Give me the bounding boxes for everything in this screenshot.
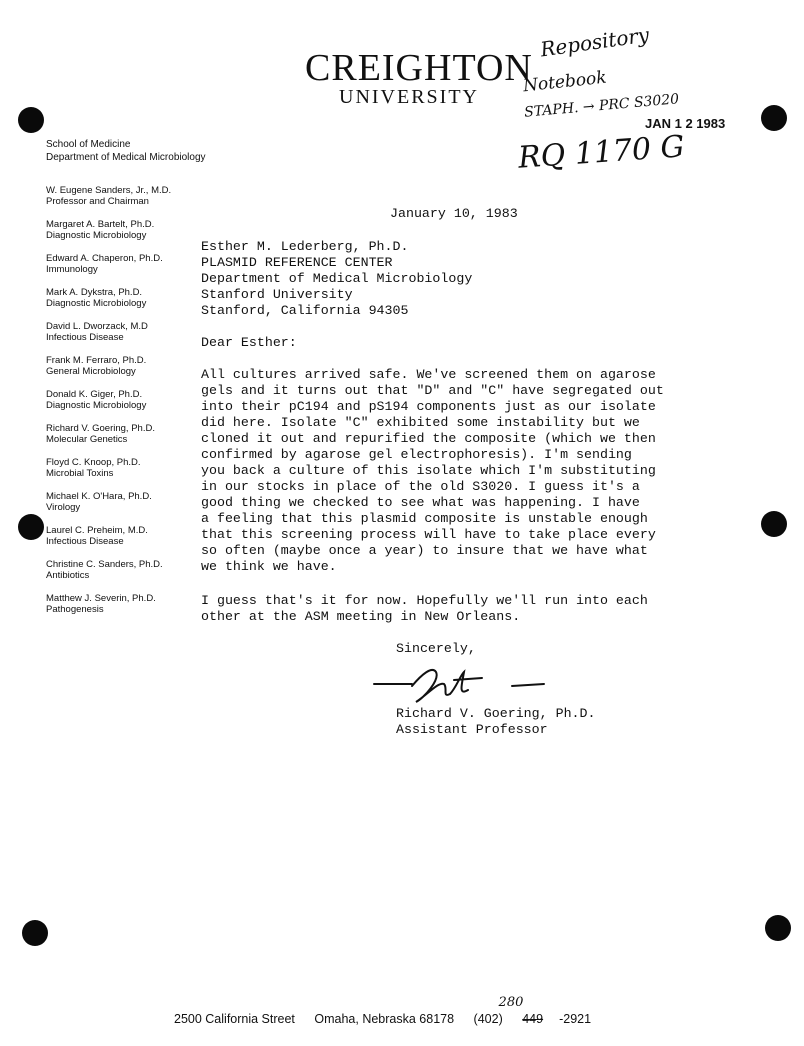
faculty-name: Matthew J. Severin, Ph.D. xyxy=(46,593,156,604)
text-line: a feeling that this plasmid composite is unstable enough xyxy=(201,511,648,526)
handwritten-signature xyxy=(372,664,552,706)
faculty-title: Diagnostic Microbiology xyxy=(46,230,147,241)
address-line: Esther M. Lederberg, Ph.D. xyxy=(201,239,409,254)
faculty-title: Antibiotics xyxy=(46,570,90,581)
text-line: did here. Isolate "C" exhibited some instability but we xyxy=(201,415,640,430)
faculty-name: Floyd C. Knoop, Ph.D. xyxy=(46,457,141,468)
received-date-stamp: JAN 1 2 1983 xyxy=(645,116,726,131)
footer-phone xyxy=(473,995,608,1026)
logo-sub-text: UNIVERSITY xyxy=(339,86,479,108)
faculty-name: Richard V. Goering, Ph.D. xyxy=(46,423,155,434)
text-line: confirmed by agarose gel electrophoresis). I'm sending xyxy=(201,447,632,462)
faculty-name: W. Eugene Sanders, Jr., M.D. xyxy=(46,185,172,196)
handwritten-repository-note: Repository xyxy=(538,22,651,62)
faculty-entry xyxy=(46,185,226,207)
faculty-list xyxy=(46,185,226,627)
address-line: Department of Medical Microbiology xyxy=(201,271,473,286)
footer-street: 2500 California Street xyxy=(174,1012,295,1026)
faculty-entry xyxy=(46,491,226,513)
faculty-title: Diagnostic Microbiology xyxy=(46,400,147,411)
letter-date: January 10, 1983 xyxy=(390,206,518,221)
logo-main-text: CREIGHTON xyxy=(305,47,533,89)
address-line: Stanford, California 94305 xyxy=(201,303,409,318)
faculty-name: David L. Dworzack, M.D xyxy=(46,321,148,332)
text-line: we think we have. xyxy=(201,559,337,574)
address-line: Stanford University xyxy=(201,287,353,302)
handwritten-new-exchange: 280 xyxy=(498,995,524,1010)
handwritten-notebook-note: Notebook xyxy=(522,67,608,97)
school-name: School of Medicine xyxy=(46,139,131,150)
address-line: PLASMID REFERENCE CENTER xyxy=(201,255,393,270)
letterhead-footer xyxy=(174,995,607,1026)
handwritten-staph-note: STAPH. → PRC S3020 xyxy=(523,91,680,121)
binder-hole xyxy=(18,514,44,540)
footer-area-code: (402) xyxy=(473,1012,503,1026)
signature-block xyxy=(396,706,804,738)
department-name: Department of Medical Microbiology xyxy=(46,152,206,163)
binder-hole xyxy=(765,915,791,941)
recipient-address xyxy=(201,239,681,319)
faculty-entry xyxy=(46,219,226,241)
faculty-entry xyxy=(46,525,226,547)
faculty-title: General Microbiology xyxy=(46,366,136,377)
faculty-entry xyxy=(46,559,226,581)
text-line: into their pC194 and pS194 components just as our isolate xyxy=(201,399,656,414)
faculty-entry xyxy=(46,423,226,445)
faculty-title: Pathogenesis xyxy=(46,604,104,615)
binder-hole xyxy=(22,920,48,946)
text-line: All cultures arrived safe. We've screened them on agarose xyxy=(201,367,656,382)
faculty-name: Donald K. Giger, Ph.D. xyxy=(46,389,143,400)
body-paragraph-1 xyxy=(201,367,681,575)
footer-line-number: -2921 xyxy=(559,1012,592,1026)
faculty-title: Virology xyxy=(46,502,81,513)
text-line: cloned it out and repurified the composite (which we then xyxy=(201,431,656,446)
binder-hole xyxy=(18,107,44,133)
text-line: you back a culture of this isolate which I'm substituting xyxy=(201,463,656,478)
faculty-entry xyxy=(46,457,226,479)
faculty-name: Frank M. Ferraro, Ph.D. xyxy=(46,355,147,366)
faculty-name: Mark A. Dykstra, Ph.D. xyxy=(46,287,143,298)
text-line: in our stocks in place of the old S3020. I guess it's a xyxy=(201,479,640,494)
faculty-entry xyxy=(46,253,226,275)
faculty-name: Laurel C. Preheim, M.D. xyxy=(46,525,148,536)
footer-old-exchange: 449 xyxy=(522,1012,544,1026)
text-line: good thing we checked to see what was happening. I have xyxy=(201,495,640,510)
signer-title: Assistant Professor xyxy=(396,722,548,737)
faculty-entry xyxy=(46,287,226,309)
text-line: other at the ASM meeting in New Orleans. xyxy=(201,609,521,624)
binder-hole xyxy=(761,511,787,537)
faculty-title: Infectious Disease xyxy=(46,536,124,547)
handwritten-rq-number: RQ 1170 G xyxy=(516,129,686,176)
text-line: I guess that's it for now. Hopefully we'll run into each xyxy=(201,593,648,608)
faculty-name: Margaret A. Bartelt, Ph.D. xyxy=(46,219,155,230)
faculty-name: Edward A. Chaperon, Ph.D. xyxy=(46,253,163,264)
signer-name: Richard V. Goering, Ph.D. xyxy=(396,706,596,721)
faculty-title: Molecular Genetics xyxy=(46,434,128,445)
binder-hole xyxy=(761,105,787,131)
footer-city: Omaha, Nebraska 68178 xyxy=(314,1012,455,1026)
text-line: gels and it turns out that "D" and "C" have segregated out xyxy=(201,383,664,398)
faculty-entry xyxy=(46,321,226,343)
faculty-title: Infectious Disease xyxy=(46,332,124,343)
salutation: Dear Esther: xyxy=(201,335,297,350)
department-block xyxy=(46,138,206,164)
faculty-name: Michael K. O'Hara, Ph.D. xyxy=(46,491,152,502)
faculty-title: Immunology xyxy=(46,264,98,275)
faculty-name: Christine C. Sanders, Ph.D. xyxy=(46,559,163,570)
university-logo xyxy=(305,47,533,109)
faculty-title: Diagnostic Microbiology xyxy=(46,298,147,309)
text-line: that this screening process will have to take place every xyxy=(201,527,656,542)
faculty-entry xyxy=(46,593,226,615)
faculty-title: Professor and Chairman xyxy=(46,196,149,207)
closing: Sincerely, xyxy=(396,641,476,656)
faculty-title: Microbial Toxins xyxy=(46,468,114,479)
faculty-entry xyxy=(46,355,226,377)
body-paragraph-2 xyxy=(201,593,681,625)
text-line: so often (maybe once a year) to insure that we have what xyxy=(201,543,648,558)
faculty-entry xyxy=(46,389,226,411)
